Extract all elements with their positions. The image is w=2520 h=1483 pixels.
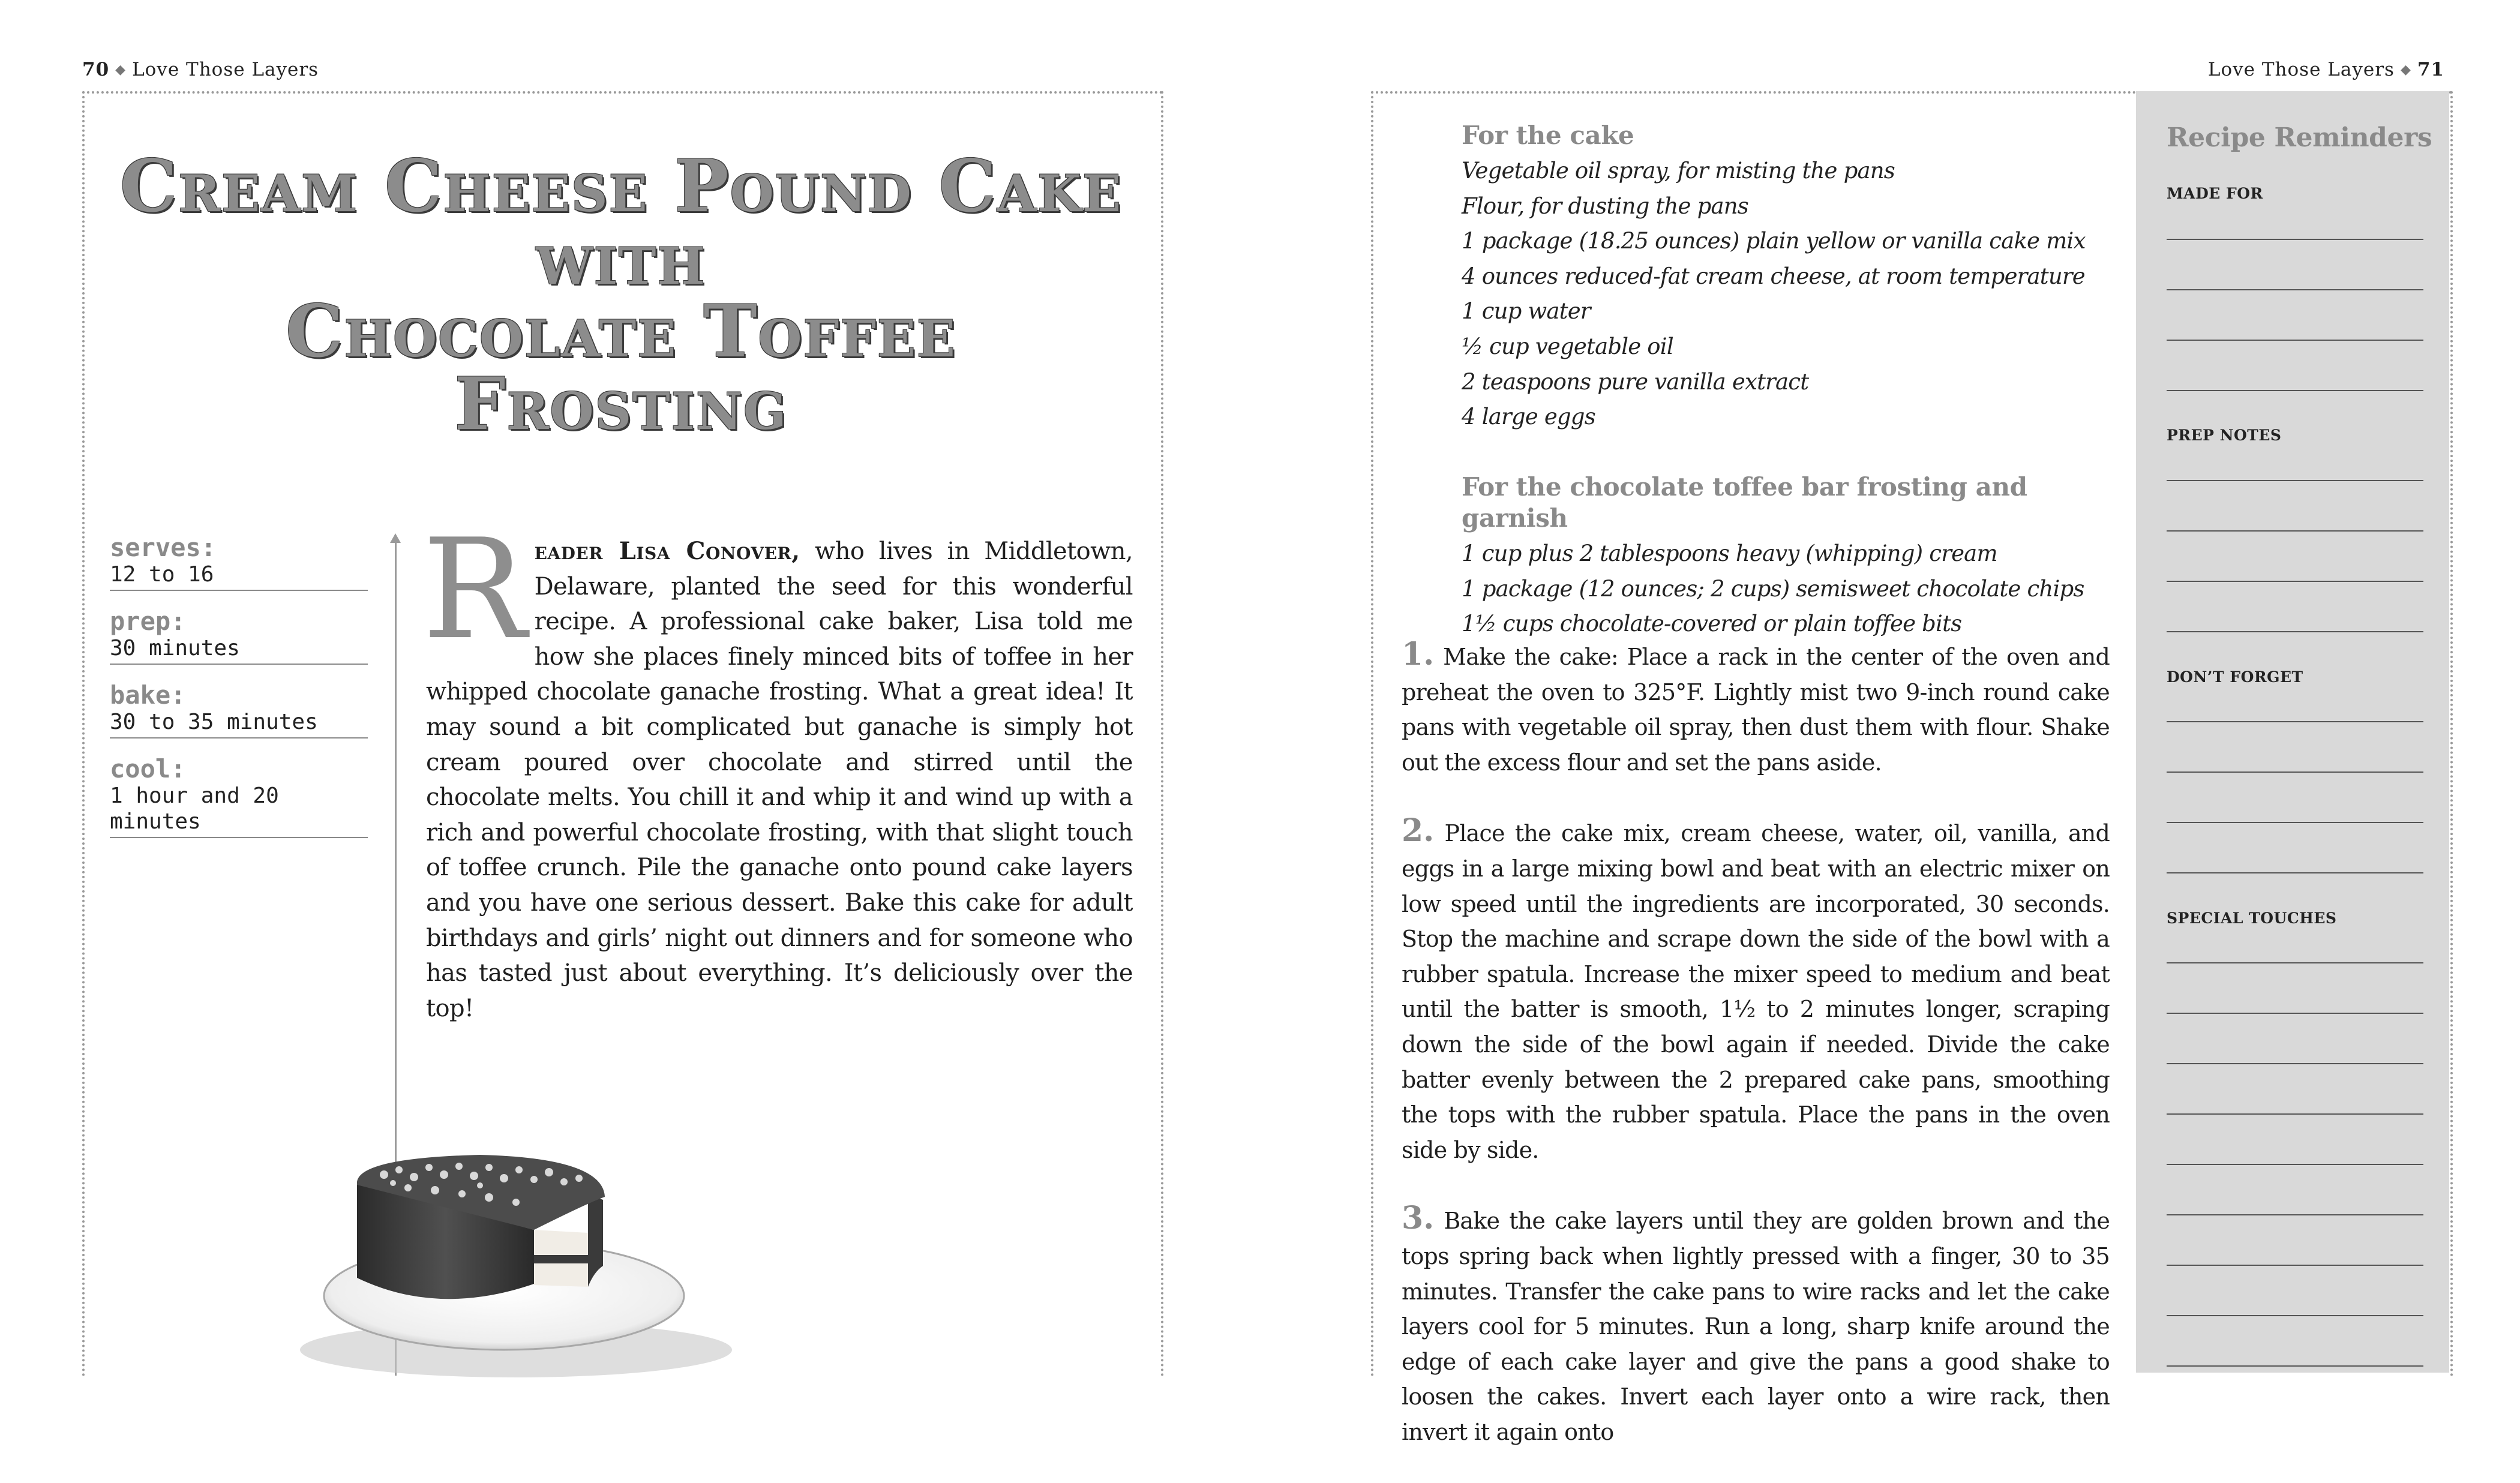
write-in-line[interactable] [2167, 390, 2423, 391]
title-line: Cream Cheese Pound Cake [119, 144, 1123, 229]
intro-paragraph [422, 510, 1133, 1026]
write-in-line[interactable] [2167, 962, 2423, 963]
write-in-line[interactable] [2167, 340, 2423, 341]
write-in-line[interactable] [2167, 530, 2423, 532]
ingredient-list [1462, 154, 2116, 435]
stat-value: 30 minutes [110, 636, 240, 661]
recipe-title [84, 144, 1158, 446]
ingredient-group-cake [1462, 120, 2116, 435]
reminder-section-label: PREP NOTES [2167, 427, 2282, 444]
reminder-section-label: DON’T FORGET [2167, 668, 2303, 686]
step-number: 3. [1402, 1200, 1435, 1237]
write-in-line[interactable] [2167, 822, 2423, 823]
ingredient-group-frosting [1462, 472, 2116, 642]
write-in-line[interactable] [2167, 1265, 2423, 1266]
write-in-line[interactable] [2167, 721, 2423, 722]
title-line: with [536, 217, 706, 301]
recipe-reminders-panel [2136, 91, 2449, 1373]
recipe-stats [110, 534, 368, 855]
stat-bake [110, 682, 368, 739]
step-number: 2. [1402, 812, 1435, 849]
ingredient-item: 2 teaspoons pure vanilla extract [1462, 368, 1809, 395]
write-in-line[interactable] [2167, 1315, 2423, 1316]
stat-serves [110, 534, 368, 591]
write-in-line[interactable] [2167, 581, 2423, 582]
reminder-section-label: SPECIAL TOUCHES [2167, 909, 2337, 927]
write-in-line[interactable] [2167, 1063, 2423, 1064]
running-head-left [82, 59, 319, 80]
step-text: Place the cake mix, cream cheese, water, oil, vanilla, and eggs in a large mixing bowl and beat with an electric mixer on low speed until the ingredients are incorporated, 30 seconds. Stop the machine and scrape down the side of the bowl with a rubber spatula. Increase the mixer speed to medium and beat until the batter is smooth, 1½ to 2 minutes longer, scraping down the side of the bowl again if needed. Divide the cake batter evenly between the 2 prepared cake pans, smoothing the tops with the rubber spatula. Place the pans in the oven side by side. [1402, 820, 2110, 1163]
ingredient-item: 4 large eggs [1462, 404, 1595, 430]
running-head-right [2208, 59, 2444, 80]
diamond-icon: ◆ [115, 62, 127, 77]
stat-label: prep: [110, 607, 186, 636]
running-head-title-right: Love Those Layers [2207, 59, 2395, 80]
write-in-line[interactable] [2167, 1365, 2423, 1367]
ingredient-item: 1½ cups chocolate-covered or plain toffee bits [1462, 611, 1962, 637]
write-in-line[interactable] [2167, 480, 2423, 481]
step [1402, 1201, 2110, 1449]
ingredient-item: 1 cup water [1462, 298, 1591, 325]
reminders-title: Recipe Reminders [2167, 122, 2432, 153]
method-steps [1402, 637, 2110, 1483]
step-number: 1. [1402, 636, 1435, 673]
step [1402, 637, 2110, 780]
step-text: Bake the cake layers until they are golden brown and the tops spring back when lightly pressed with a finger, 30 to 35 minutes. Transfer the cake pans to wire racks and let the cake layers cool for 5 minutes. Run a long, sharp knife around the edge of each cake layer and give the pans a good shake to loosen the cakes. Invert each layer onto a wire rack, then invert it again onto [1402, 1208, 2110, 1445]
running-head-title-left: Love Those Layers [132, 59, 319, 80]
stat-label: serves: [110, 533, 217, 562]
intro-lead: eader Lisa Conover, [534, 537, 800, 565]
cake-filling [534, 1255, 588, 1263]
reminder-section-label: MADE FOR [2167, 185, 2263, 202]
stat-label: bake: [110, 680, 186, 710]
write-in-line[interactable] [2167, 1113, 2423, 1115]
write-in-line[interactable] [2167, 1164, 2423, 1165]
write-in-line[interactable] [2167, 289, 2423, 290]
ingredient-heading: For the chocolate toffee bar frosting and garnish [1462, 472, 2027, 533]
intro-body: who lives in Middletown, Delaware, planted the seed for this wonderful recipe. A professional cake baker, Lisa told me how she places finely minced bits of toffee in her whipped chocolate ganache frosting. What a great idea! It may sound a bit complicated but ganache is simply hot cream poured over chocolate and stirred until the chocolate melts. You chill it and whip it and wind up with a rich and powerful chocolate frosting, with that slight touch of toffee crunch. Pile the ganache onto pound cake layers and you have one serious dessert. Bake this cake for adult birthdays and girls’ night out dinners and for someone who has tasted just about everything. It’s deliciously over the top! [426, 538, 1133, 1022]
drop-cap: R [422, 510, 526, 670]
ingredient-item: 1 cup plus 2 tablespoons heavy (whipping) cream [1462, 541, 1997, 566]
diamond-icon: ◆ [2400, 62, 2411, 77]
title-line: Frosting [454, 362, 788, 446]
write-in-line[interactable] [2167, 631, 2423, 632]
write-in-line[interactable] [2167, 872, 2423, 873]
page-number-right: 71 [2417, 59, 2444, 80]
ingredient-item: 1 package (18.25 ounces) plain yellow or vanilla cake mix [1462, 228, 2086, 254]
stat-value: 30 to 35 minutes [110, 710, 318, 734]
ingredient-item: 4 ounces reduced-fat cream cheese, at room temperature [1462, 263, 2085, 289]
write-in-line[interactable] [2167, 771, 2423, 773]
write-in-line[interactable] [2167, 1214, 2423, 1215]
ingredient-item: Vegetable oil spray, for misting the pans [1462, 158, 1895, 184]
title-line: Chocolate Toffee [286, 289, 956, 374]
ingredient-item: Flour, for dusting the pans [1462, 193, 1748, 219]
stat-label: cool: [110, 754, 186, 783]
ingredient-list [1462, 536, 2116, 642]
stat-value: 12 to 16 [110, 562, 214, 587]
write-in-line[interactable] [2167, 239, 2423, 240]
ingredient-heading: For the cake [1462, 121, 1634, 150]
page-number-left: 70 [82, 59, 110, 80]
cake-photo [276, 1128, 756, 1380]
step [1402, 813, 2110, 1167]
stat-value: 1 hour and 20 minutes [110, 783, 279, 834]
stat-cool [110, 755, 368, 838]
ingredient-item: ½ cup vegetable oil [1462, 333, 1673, 359]
stat-prep [110, 608, 368, 665]
step-text: Make the cake: Place a rack in the center of the oven and preheat the oven to 325°F. Lightly mist two 9-inch round cake pans with vegetable oil spray, then dust them with flour. Shake out the excess flour and set the pans aside. [1402, 644, 2110, 776]
write-in-line[interactable] [2167, 1013, 2423, 1014]
ingredient-item: 1 package (12 ounces; 2 cups) semisweet chocolate chips [1462, 575, 2084, 602]
